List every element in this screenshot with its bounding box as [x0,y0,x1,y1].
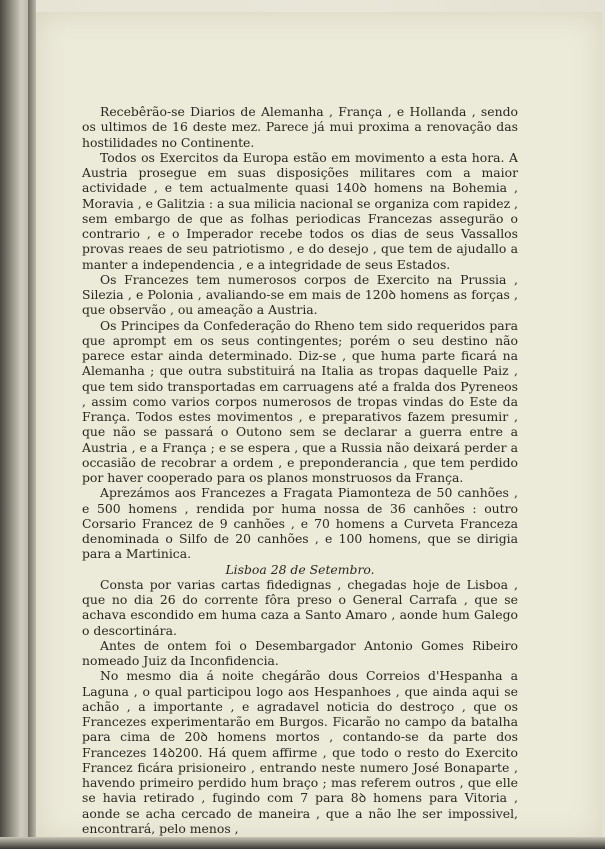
paragraph-european-armies: Todos os Exercitos da Europa estão em movimento a esta hora. A Austria prosegue em suas disposições militares com a maior actividade , e tem actualmente quasi 140ꝺ homens na Bohemia , Moravia , e Galitzia : a sua milicia nacional se organiza com rapidez , sem embargo de que as folhas periodicas Francezas asseguräo o contrario , e o Imperador recebe todos os dias de seus Vassallos provas reaes de seu patriotismo , e do desejo , que tem de ajudallo a manter a independencia , e a integridade de seus Estados. [82,149,518,272]
book-gutter [28,0,36,849]
page-bottom-edge [0,837,605,849]
paragraph-rhine-confederation: Os Principes da Confederação do Rheno tem sido requeridos para que aprompt em os seus contingentes; porém o seu destino não parece estar ainda determinado. Diz-se , que huma parte ficará na Alemanha ; que outra substituirá na Italia as tropas daquelle Paiz , que tem sido transportadas em carruagens até a fralda dos Pyreneos , assim como varios corpos numerosos de tropas vindas do Este da França. Todos estes movimentos , e preparativos fazem presumir , que não se passará o Outono sem se declarar a guerra entre a Austria , e a França ; e se espera , que a Russia não deixará perder a occasião de recobrar a ordem , e preponderancia , que tem perdido por haver cooperado para os planos monstruosos da França. [82,317,518,485]
paragraph-lisbon-letters: Consta por varias cartas fidedignas , chegadas hoje de Lisboa , que no dia 26 do corrente fôra preso o General Carrafa , que se achava escondido em huma caza a Santo Amaro , aonde hum Galego o descortinára. [82,576,518,638]
dateline: Lisboa 28 de Setembro. [225,561,375,577]
paragraph-news-received: Recebêrão-se Diarios de Alemanha , França , e Hollanda , sendo os ultimos de 16 deste mez. Parece já mui proxima a renovação das hostilidades no Continente. [82,104,518,150]
paragraph-spanish-couriers: No mesmo dia á noite chegárão dous Correios d'Hespanha a Laguna , o qual participou logo aos Hespanhoes , que ainda aqui se achão , a importante , e agradavel noticia do destroço , que os Francezes experimentarão em Burgos. Ficarão no campo da batalha para cima de 20ꝺ homens mortos , contando-se da parte dos Francezes 14ꝺ200. Há quem affirme , que todo o resto do Exercito Francez ficára prisioneiro , entrando neste numero José Bonaparte , havendo primeiro perdido hum braço ; mas referem outros , que elle se havia retirado , fugindo com 7 para 8ꝺ homens para Vitoria , aonde se acha cercado de maneira , que a não lhe ser impossivel, encontrará, pelo menos , [82,668,518,836]
paragraph-french-corps: Os Francezes tem numerosos corpos de Exercito na Prussia , Silezia , e Polonia , avaliando-se em mais de 120ꝺ homens as forças , que observão , ou ameação a Austria. [82,271,518,318]
previous-page-edge [0,0,30,849]
paragraph-captured-ships: Aprezámos aos Francezes a Fragata Piamonteza de 50 canhões , e 500 homens , rendida por huma nossa de 36 canhões : outro Corsario Francez de 9 canhões , e 70 homens a Curveta Franceza denominada o Silfo de 20 canhões , e 100 homens, que se dirigia para a Martinica. [82,485,518,562]
paragraph-judge-appointment: Antes de ontem foi o Desembargador Antonio Gomes Ribeiro nomeado Juiz da Inconfidencia. [82,637,518,668]
page-body-text [82,104,518,836]
